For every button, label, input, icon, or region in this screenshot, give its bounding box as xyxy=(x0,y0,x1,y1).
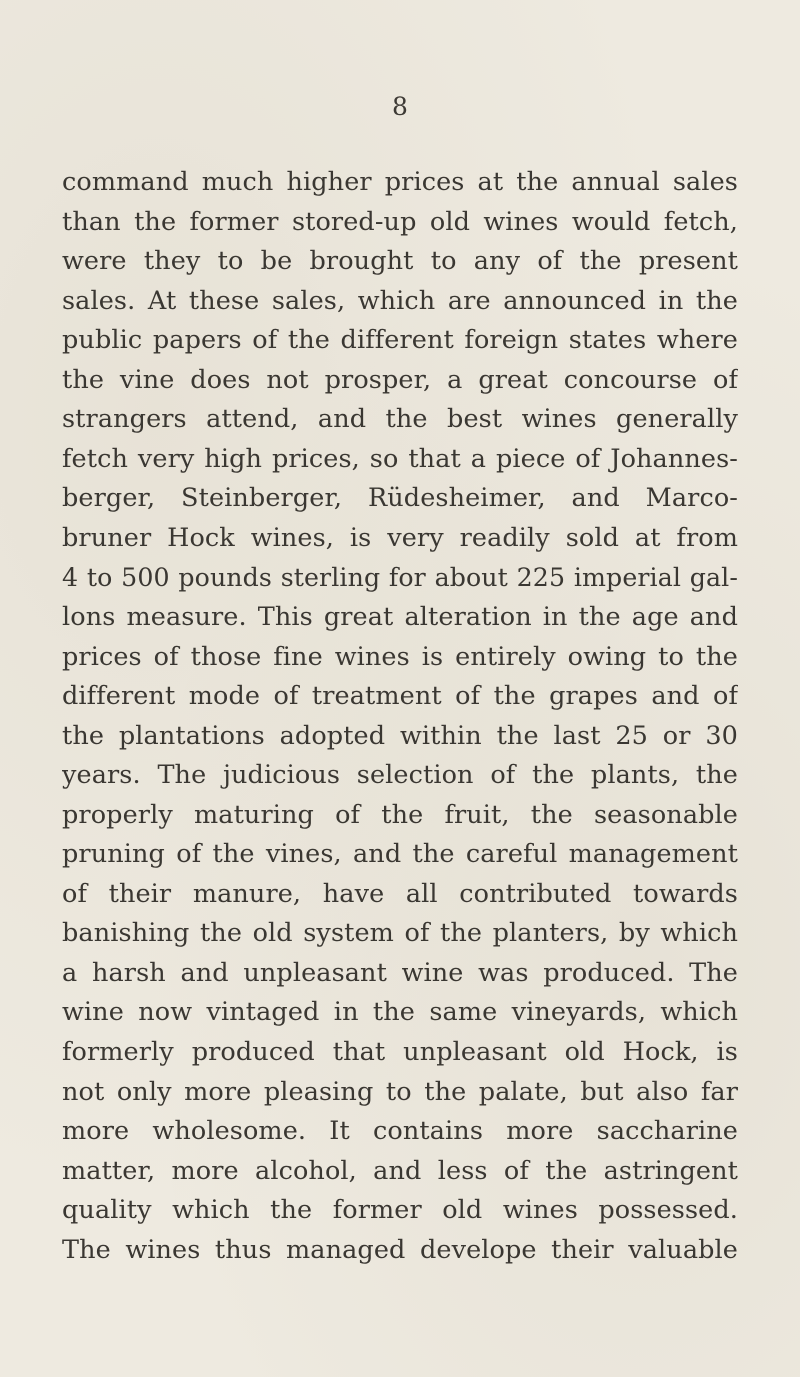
text-line: than the former stored-up old wines would fetch, xyxy=(62,206,738,237)
text-line: properly maturing of the fruit, the seasonable xyxy=(62,799,738,830)
text-line: more wholesome. It contains more saccharine xyxy=(62,1116,738,1147)
text-line: formerly produced that unpleasant old Hock, is xyxy=(62,1037,738,1068)
text-line: matter, more alcohol, and less of the astringent xyxy=(62,1155,738,1186)
text-line: berger, Steinberger, Rüdesheimer, and Marco- xyxy=(62,483,738,514)
text-line: not only more pleasing to the palate, but also far xyxy=(62,1076,738,1107)
text-line: a harsh and unpleasant wine was produced. The xyxy=(62,957,738,988)
text-line: were they to be brought to any of the present xyxy=(62,246,738,277)
text-line: fetch very high prices, so that a piece of Johannes- xyxy=(62,443,738,474)
text-line: wine now vintaged in the same vineyards, which xyxy=(62,997,738,1028)
text-line: lons measure. This great alteration in the age and xyxy=(62,602,738,633)
text-line: different mode of treatment of the grapes and of xyxy=(62,681,738,712)
text-line: sales. At these sales, which are announced in the xyxy=(62,285,738,316)
text-line: the plantations adopted within the last 25 or 30 xyxy=(62,720,738,751)
text-line: the vine does not prosper, a great concourse of xyxy=(62,364,738,395)
text-line: 4 to 500 pounds sterling for about 225 imperial gal- xyxy=(62,563,738,593)
text-line: quality which the former old wines possessed. xyxy=(62,1195,738,1226)
text-line: The wines thus managed develope their valuable xyxy=(62,1234,738,1265)
body-text xyxy=(62,163,738,1270)
text-line: pruning of the vines, and the careful management xyxy=(62,839,738,870)
text-line: prices of those fine wines is entirely owing to the xyxy=(62,641,738,672)
text-line: of their manure, have all contributed towards xyxy=(62,878,738,909)
text-line: banishing the old system of the planters, by which xyxy=(62,918,738,949)
text-line: command much higher prices at the annual sales xyxy=(62,167,738,197)
text-line: bruner Hock wines, is very readily sold at from xyxy=(62,522,738,553)
text-line: strangers attend, and the best wines generally xyxy=(62,404,738,435)
text-line: public papers of the different foreign states where xyxy=(62,325,738,356)
text-line: years. The judicious selection of the plants, the xyxy=(62,760,738,791)
page-number: 8 xyxy=(392,92,408,121)
